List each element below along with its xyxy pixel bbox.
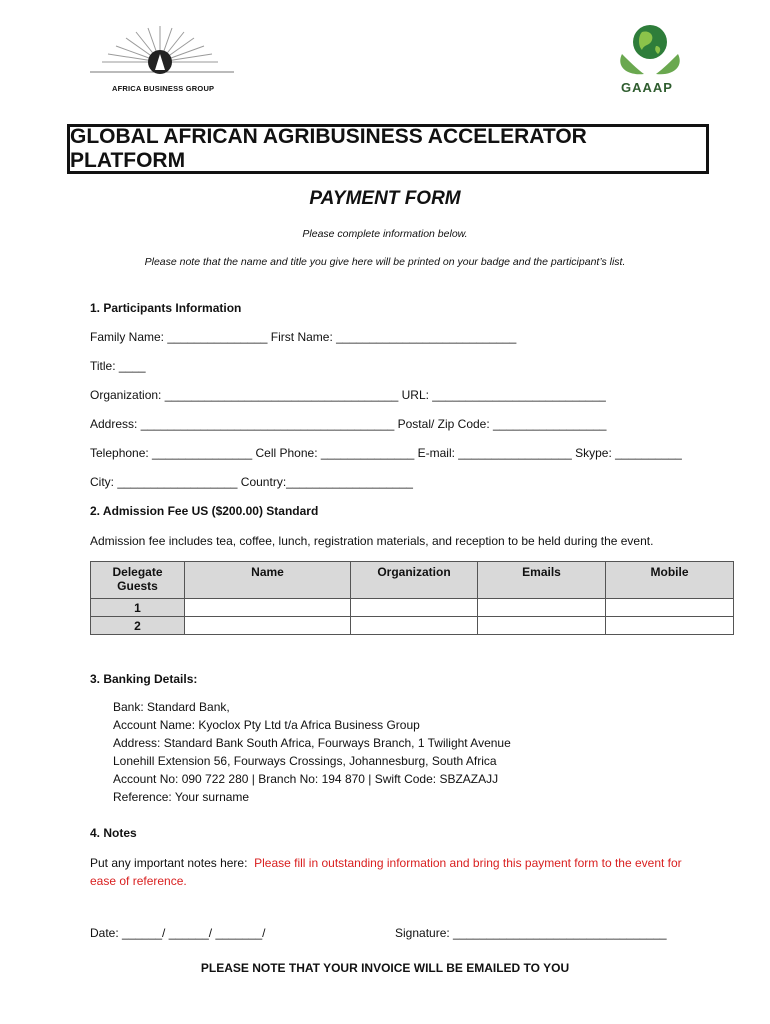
column-header: Name <box>185 562 351 599</box>
section-heading-admission: 2. Admission Fee US ($200.00) Standard <box>90 504 319 518</box>
admission-description: Admission fee includes tea, coffee, lunch, registration materials, and reception to be held during the event. <box>90 534 654 548</box>
bank-line: Account No: 090 722 280 | Branch No: 194 870 | Swift Code: SBZAZAJJ <box>113 772 499 786</box>
form-title: PAYMENT FORM <box>309 188 461 209</box>
banking-details <box>113 698 511 806</box>
bank-line: Account Name: Kyoclox Pty Ltd t/a Africa Business Group <box>113 718 420 732</box>
africa-business-group-logo <box>88 22 236 98</box>
gaaap-logo <box>612 20 688 100</box>
section-heading-banking: 3. Banking Details: <box>90 672 198 686</box>
address-field[interactable]: Address: ______________________________________ Postal/ Zip Code: _________________ <box>90 417 607 431</box>
notes-red-text: Please fill in outstanding information and bring this payment form to the event for ease of reference. <box>90 856 682 888</box>
logo-caption: AFRICA BUSINESS GROUP <box>112 84 215 93</box>
globe-leaves-icon <box>612 20 688 80</box>
family-name-field[interactable]: Family Name: _______________ First Name: ___________________________ <box>90 330 517 344</box>
column-header: Mobile <box>606 562 734 599</box>
table-header-row <box>91 562 734 599</box>
badge-note: Please note that the name and title you give here will be printed on your badge and the participant’s list. <box>144 256 626 268</box>
column-header: Emails <box>478 562 606 599</box>
table-row <box>91 599 734 617</box>
email-cell[interactable] <box>478 599 606 617</box>
email-cell[interactable] <box>478 617 606 635</box>
bank-line: Bank: Standard Bank, <box>113 700 230 714</box>
notes-prefix: Put any important notes here: <box>90 856 248 870</box>
organization-field[interactable]: Organization: ___________________________________ URL: __________________________ <box>90 388 606 402</box>
mobile-cell[interactable] <box>606 617 734 635</box>
row-number: 1 <box>91 599 185 617</box>
delegates-table <box>90 561 734 635</box>
bank-line: Lonehill Extension 56, Fourways Crossings, Johannesburg, South Africa <box>113 754 497 768</box>
organization-cell[interactable] <box>351 617 478 635</box>
bank-line: Address: Standard Bank South Africa, Fourways Branch, 1 Twilight Avenue <box>113 736 511 750</box>
date-field[interactable]: Date: ______/ ______/ _______/ <box>90 926 266 940</box>
instruction-note: Please complete information below. <box>302 228 468 240</box>
telephone-field[interactable]: Telephone: _______________ Cell Phone: ______________ E-mail: _________________ Skype: __________ <box>90 446 682 460</box>
city-field[interactable]: City: __________________ Country:___________________ <box>90 475 413 489</box>
notes-paragraph <box>90 854 710 890</box>
title-field[interactable]: Title: ____ <box>90 359 146 373</box>
organization-cell[interactable] <box>351 599 478 617</box>
name-cell[interactable] <box>185 617 351 635</box>
page-title: GLOBAL AFRICAN AGRIBUSINESS ACCELERATOR PLATFORM <box>67 124 709 174</box>
row-number: 2 <box>91 617 185 635</box>
column-header: Organization <box>351 562 478 599</box>
bank-line: Reference: Your surname <box>113 790 250 804</box>
section-heading-participants: 1. Participants Information <box>90 301 242 315</box>
section-heading-notes: 4. Notes <box>90 826 137 840</box>
name-cell[interactable] <box>185 599 351 617</box>
table-row <box>91 617 734 635</box>
column-header: Delegate Guests <box>91 562 185 599</box>
sunburst-logo-icon <box>88 22 236 84</box>
signature-field[interactable]: Signature: ________________________________ <box>395 926 667 940</box>
mobile-cell[interactable] <box>606 599 734 617</box>
invoice-notice: PLEASE NOTE THAT YOUR INVOICE WILL BE EMAILED TO YOU <box>200 961 570 975</box>
logo-caption: GAAAP <box>621 80 673 95</box>
